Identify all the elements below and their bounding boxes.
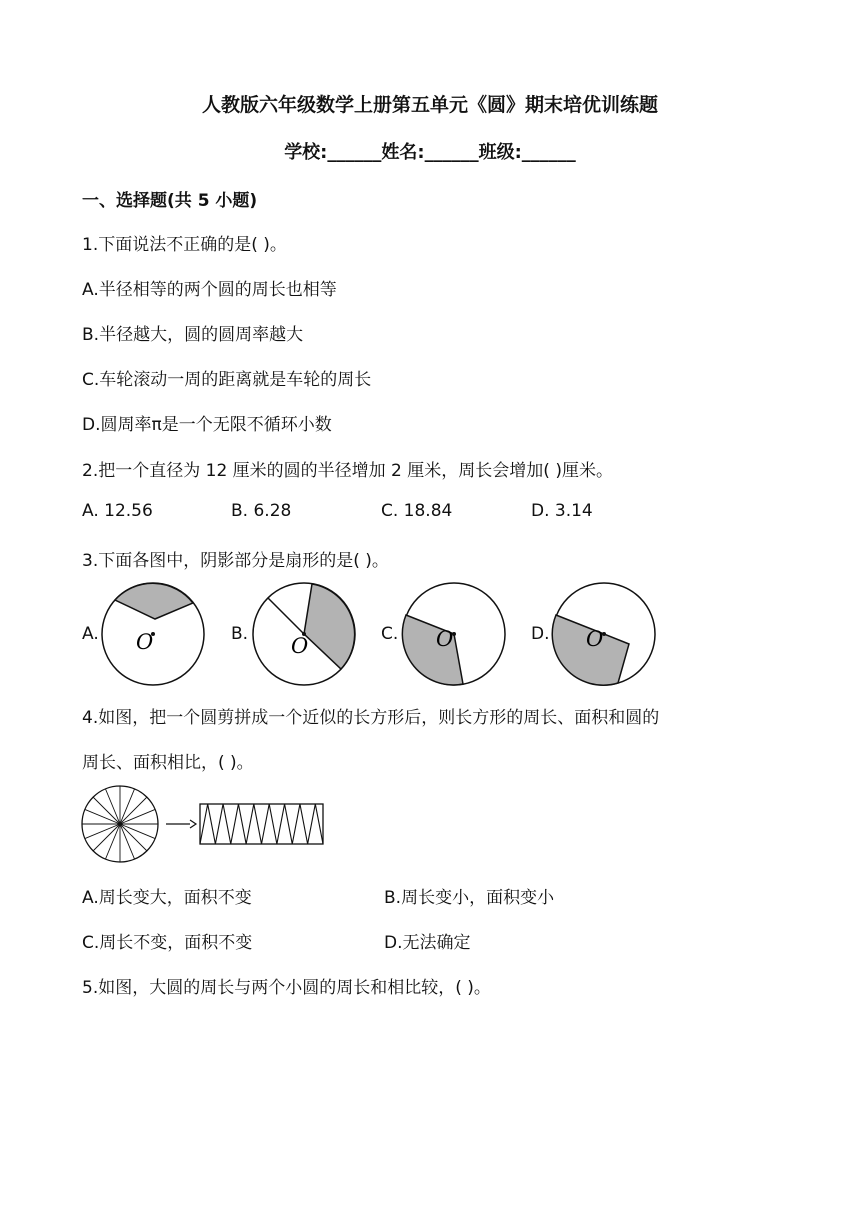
q4-option-c: C.周长不变，面积不变 bbox=[82, 933, 253, 953]
student-info-line: 学校:______姓名:______班级:______ bbox=[284, 142, 576, 163]
q4-option-a: A.周长变大，面积不变 bbox=[82, 888, 252, 908]
q4-stem-line1: 4.如图，把一个圆剪拼成一个近似的长方形后，则长方形的周长、面积和圆的 bbox=[82, 708, 660, 728]
q3-figure-b bbox=[250, 580, 360, 690]
sector-line bbox=[93, 797, 120, 824]
q5-stem: 5.如图，大圆的周长与两个小圆的周长和相比较，( )。 bbox=[82, 978, 491, 998]
center-label: O bbox=[586, 627, 604, 651]
q1-option-c: C.车轮滚动一周的距离就是车轮的周长 bbox=[82, 370, 372, 390]
approx-rectangle bbox=[200, 804, 323, 844]
q3-figure-a bbox=[99, 580, 209, 690]
center-label: O bbox=[436, 627, 454, 651]
q3-option-d-label: D. bbox=[531, 624, 550, 644]
rectangle-sectors bbox=[200, 804, 323, 844]
q1-option-d: D.圆周率π是一个无限不循环小数 bbox=[82, 415, 332, 435]
q4-stem-line2: 周长、面积相比，( )。 bbox=[82, 753, 254, 773]
q1-option-a: A.半径相等的两个圆的周长也相等 bbox=[82, 280, 337, 300]
page-title: 人教版六年级数学上册第五单元《圆》期末培优训练题 bbox=[201, 94, 658, 116]
q3-option-c-label: C. bbox=[381, 624, 399, 644]
q3-stem: 3.下面各图中，阴影部分是扇形的是( )。 bbox=[82, 551, 389, 571]
q2-option-d: D. 3.14 bbox=[531, 501, 593, 521]
q4-option-d: D.无法确定 bbox=[384, 933, 471, 953]
sector-line bbox=[93, 824, 120, 851]
q2-option-b: B. 6.28 bbox=[231, 501, 292, 521]
q3-figure-c bbox=[400, 580, 510, 690]
q3-figure-d bbox=[550, 580, 660, 690]
q1-option-b: B.半径越大，圆的圆周率越大 bbox=[82, 325, 304, 345]
q2-option-a: A. 12.56 bbox=[82, 501, 153, 521]
q2-stem: 2.把一个直径为 12 厘米的圆的半径增加 2 厘米，周长会增加( )厘米。 bbox=[82, 461, 613, 481]
arrow-icon bbox=[190, 820, 196, 828]
sector-line bbox=[120, 824, 147, 851]
q4-option-b: B.周长变小，面积变小 bbox=[384, 888, 555, 908]
center-label: O bbox=[136, 630, 154, 654]
q4-figure bbox=[80, 784, 330, 866]
q1-stem: 1.下面说法不正确的是( )。 bbox=[82, 235, 287, 255]
q2-option-c: C. 18.84 bbox=[381, 501, 453, 521]
section-heading: 一、选择题(共 5 小题) bbox=[82, 191, 258, 211]
sector-line bbox=[120, 797, 147, 824]
q3-option-b-label: B. bbox=[231, 624, 249, 644]
q3-option-a-label: A. bbox=[82, 624, 99, 644]
center-label: O bbox=[291, 634, 309, 658]
